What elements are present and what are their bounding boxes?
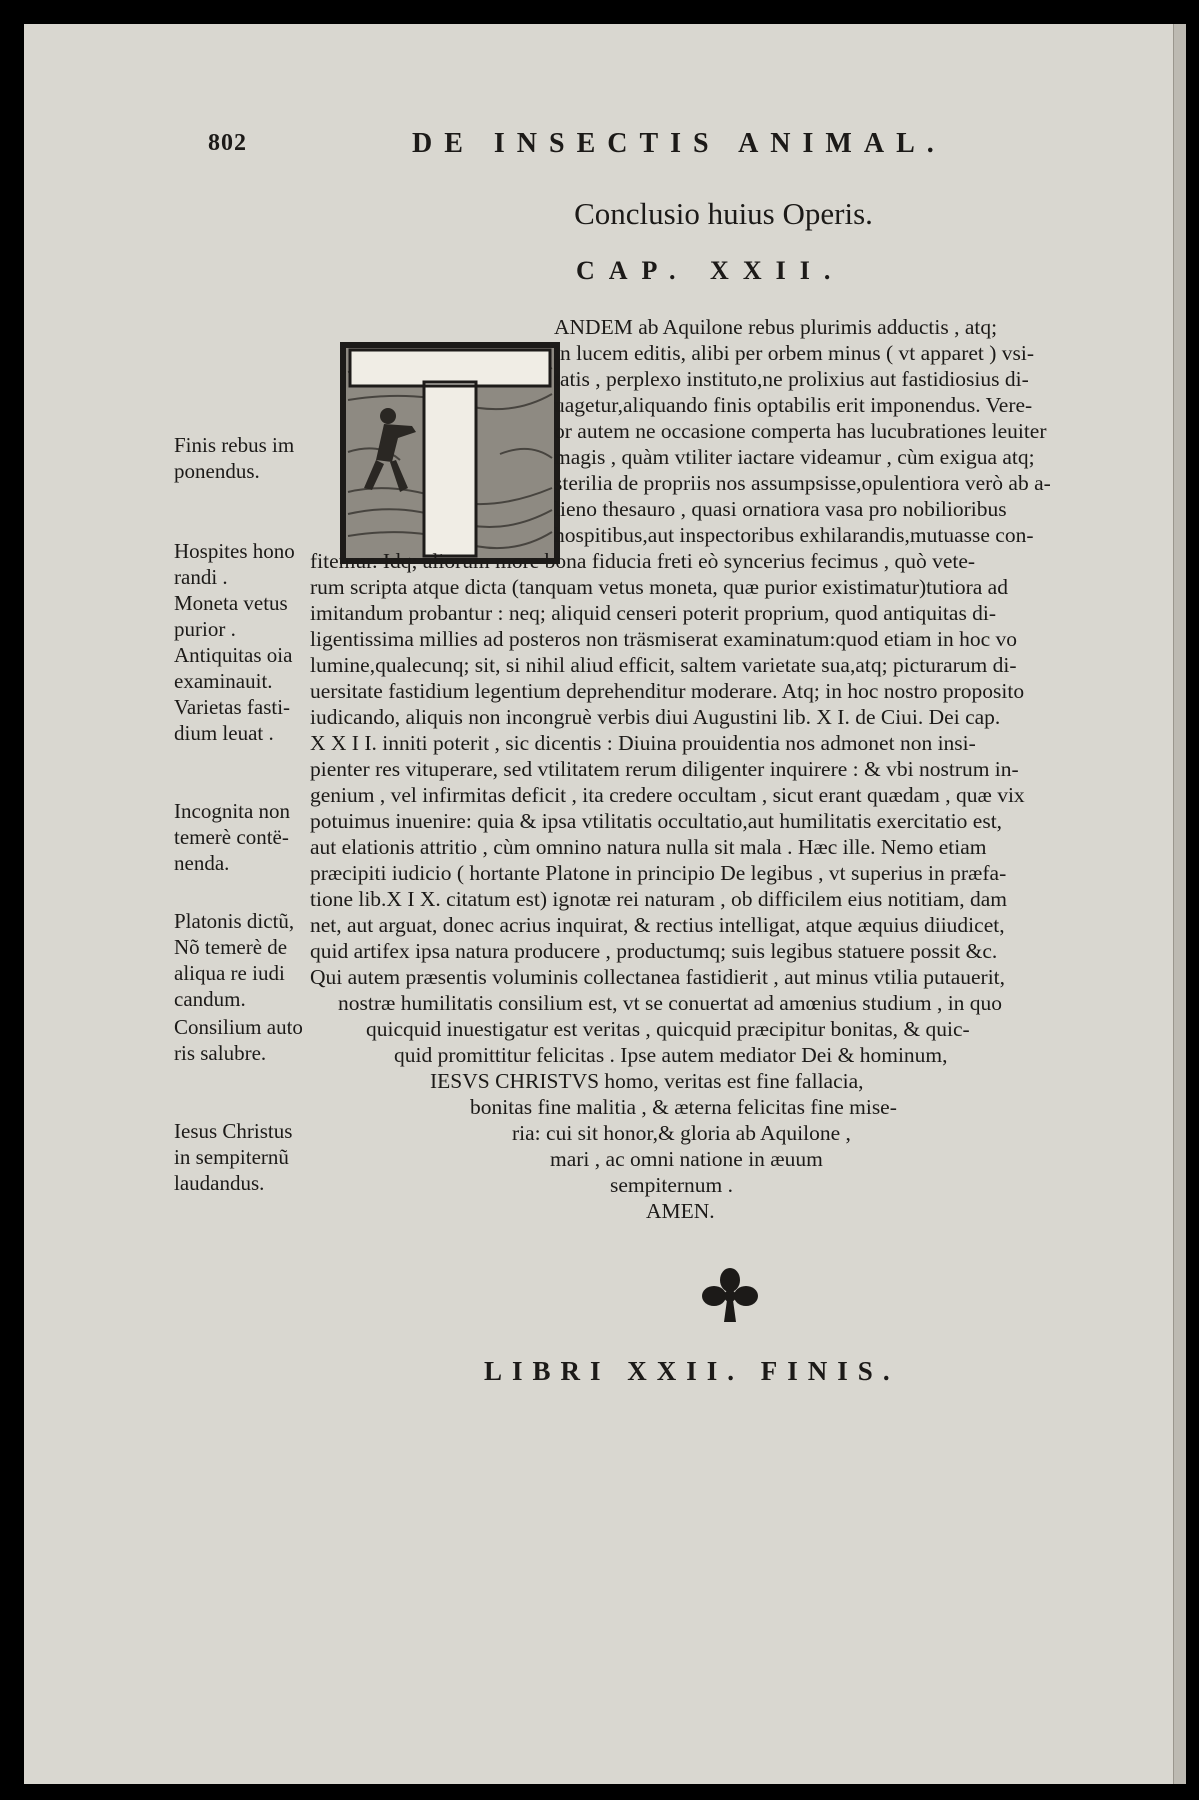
- body-line: lumine,qualecunq; sit, si nihil aliud efficit, saltem varietate sua,atq; picturarum di-: [310, 653, 1017, 677]
- body-line: præcipiti iudicio ( hortante Platone in principio De legibus , vt superius in præfa-: [310, 861, 1007, 885]
- margin-note: Iesus Christus in sempiternũ laudandus.: [174, 1119, 293, 1195]
- body-line: X X I I. inniti poterit , sic dicentis : Diuina prouidentia nos admonet non insi-: [310, 731, 976, 755]
- margin-note: Antiquitas oia examinauit.: [174, 643, 293, 693]
- woodcut-initial-t: [340, 342, 560, 564]
- margin-note: Consilium auto ris salubre.: [174, 1015, 303, 1065]
- body-line: pienter res vituperare, sed vtilitatem rerum diligenter inquirere : & vbi nostrum in-: [310, 757, 1019, 781]
- chapter-title: Conclusio huius Operis.: [574, 196, 873, 231]
- body-line: ligentissima millies ad posteros non träsmiserat examinatum:quod etiam in hoc vo: [310, 627, 1017, 651]
- body-line: quicquid inuestigatur est veritas , quicquid præcipitur bonitas, & quic-: [366, 1017, 970, 1041]
- margin-note: Finis rebus im ponendus.: [174, 433, 295, 483]
- body-line: IESVS CHRISTVS homo, veritas est fine fallacia,: [430, 1069, 864, 1093]
- body-line: magis , quàm vtiliter iactare videamur , cùm exigua atq;: [554, 445, 1035, 469]
- body-line: mari , ac omni natione in æuum: [550, 1147, 823, 1171]
- facing-page-edge: [1173, 24, 1186, 1784]
- body-line: ANDEM ab Aquilone rebus plurimis adductis , atq;: [554, 315, 998, 339]
- body-line: uagetur,aliquando finis optabilis erit imponendus. Vere-: [554, 393, 1033, 417]
- body-line: rum scripta atque dicta (tanquam vetus moneta, quæ purior existimatur)tutiora ad: [310, 575, 1008, 599]
- body-line: nostræ humilitatis consilium est, vt se conuertat ad amœnius studium , in quo: [338, 991, 1003, 1015]
- body-line: iudicando, aliquis non incongruè verbis diui Augustini lib. X I. de Ciui. Dei cap.: [310, 705, 1001, 729]
- body-line: net, aut arguat, donec acrius inquirat, & rectius intelligat, atque æquius diiudicet,: [310, 913, 1005, 937]
- body-line: sempiternum .: [610, 1173, 734, 1197]
- body-line: hospitibus,aut inspectoribus exhilarandis,mutuasse con-: [554, 523, 1034, 547]
- body-line: ria: cui sit honor,& gloria ab Aquilone ,: [512, 1121, 851, 1145]
- body-line: AMEN.: [646, 1199, 715, 1223]
- page-number: 802: [208, 130, 247, 156]
- body-line: lieno thesauro , quasi ornatiora vasa pro nobilioribus: [554, 497, 1007, 521]
- body-line: imitandum probantur : neq; aliquid censeri poterit proprium, quod antiquitas di-: [310, 601, 997, 625]
- margin-note: Incognita non temerè contë- nenda.: [174, 799, 291, 875]
- body-line: Qui autem præsentis voluminis collectanea fastidierit , aut minus vtilia putauerit,: [310, 965, 1006, 989]
- body-line: fitemur. Idq; aliorum more bona fiducia freti eò syncerius fecimus , quò vete-: [310, 549, 976, 573]
- body-line: quid promittitur felicitas . Ipse autem mediator Dei & hominum,: [394, 1043, 948, 1067]
- colophon: LIBRI XXII. FINIS.: [484, 1356, 900, 1386]
- book-page: [24, 24, 1186, 1784]
- margin-note: Platonis dictũ, Nõ temerè de aliqua re iudi candum.: [174, 909, 295, 1011]
- body-line: aut elationis attritio , cùm omnino natura nulla sit mala . Hæc ille. Nemo etiam: [310, 835, 987, 859]
- body-line: uersitate fastidium legentium deprehenditur moderare. Atq; in hoc nostro proposito: [310, 679, 1025, 703]
- body-line: in lucem editis, alibi per orbem minus ( vt apparet ) vsi-: [554, 341, 1035, 365]
- margin-note: Moneta vetus purior .: [174, 591, 288, 641]
- body-line: potuimus inuenire: quia & ipsa vtilitatis occultatio,aut humilitatis exercitatio est,: [310, 809, 1003, 833]
- body-line: quid artifex ipsa natura producere , productumq; suis legibus statuere possit &c.: [310, 939, 998, 963]
- chapter-number: CAP. XXII.: [576, 256, 845, 285]
- body-line: genium , vel infirmitas deficit , ita credere occultam , sicut erant quædam , quæ vix: [310, 783, 1025, 807]
- fleuron-ornament-icon: [700, 1266, 760, 1331]
- running-title: DE INSECTIS ANIMAL.: [412, 128, 946, 159]
- margin-note: Hospites hono randi .: [174, 539, 295, 589]
- body-line: sterilia de propriis nos assumpsisse,opulentiora verò ab a-: [554, 471, 1051, 495]
- body-line: bonitas fine malitia , & æterna felicitas fine mise-: [470, 1095, 897, 1119]
- body-line: tatis , perplexo instituto,ne prolixius aut fastidiosius di-: [554, 367, 1029, 391]
- body-line: or autem ne occasione comperta has lucubrationes leuiter: [554, 419, 1047, 443]
- margin-note: Varietas fasti- dium leuat .: [174, 695, 291, 745]
- body-line: tione lib.X I X. citatum est) ignotæ rei naturam , ob difficilem eius notitiam, dam: [310, 887, 1008, 911]
